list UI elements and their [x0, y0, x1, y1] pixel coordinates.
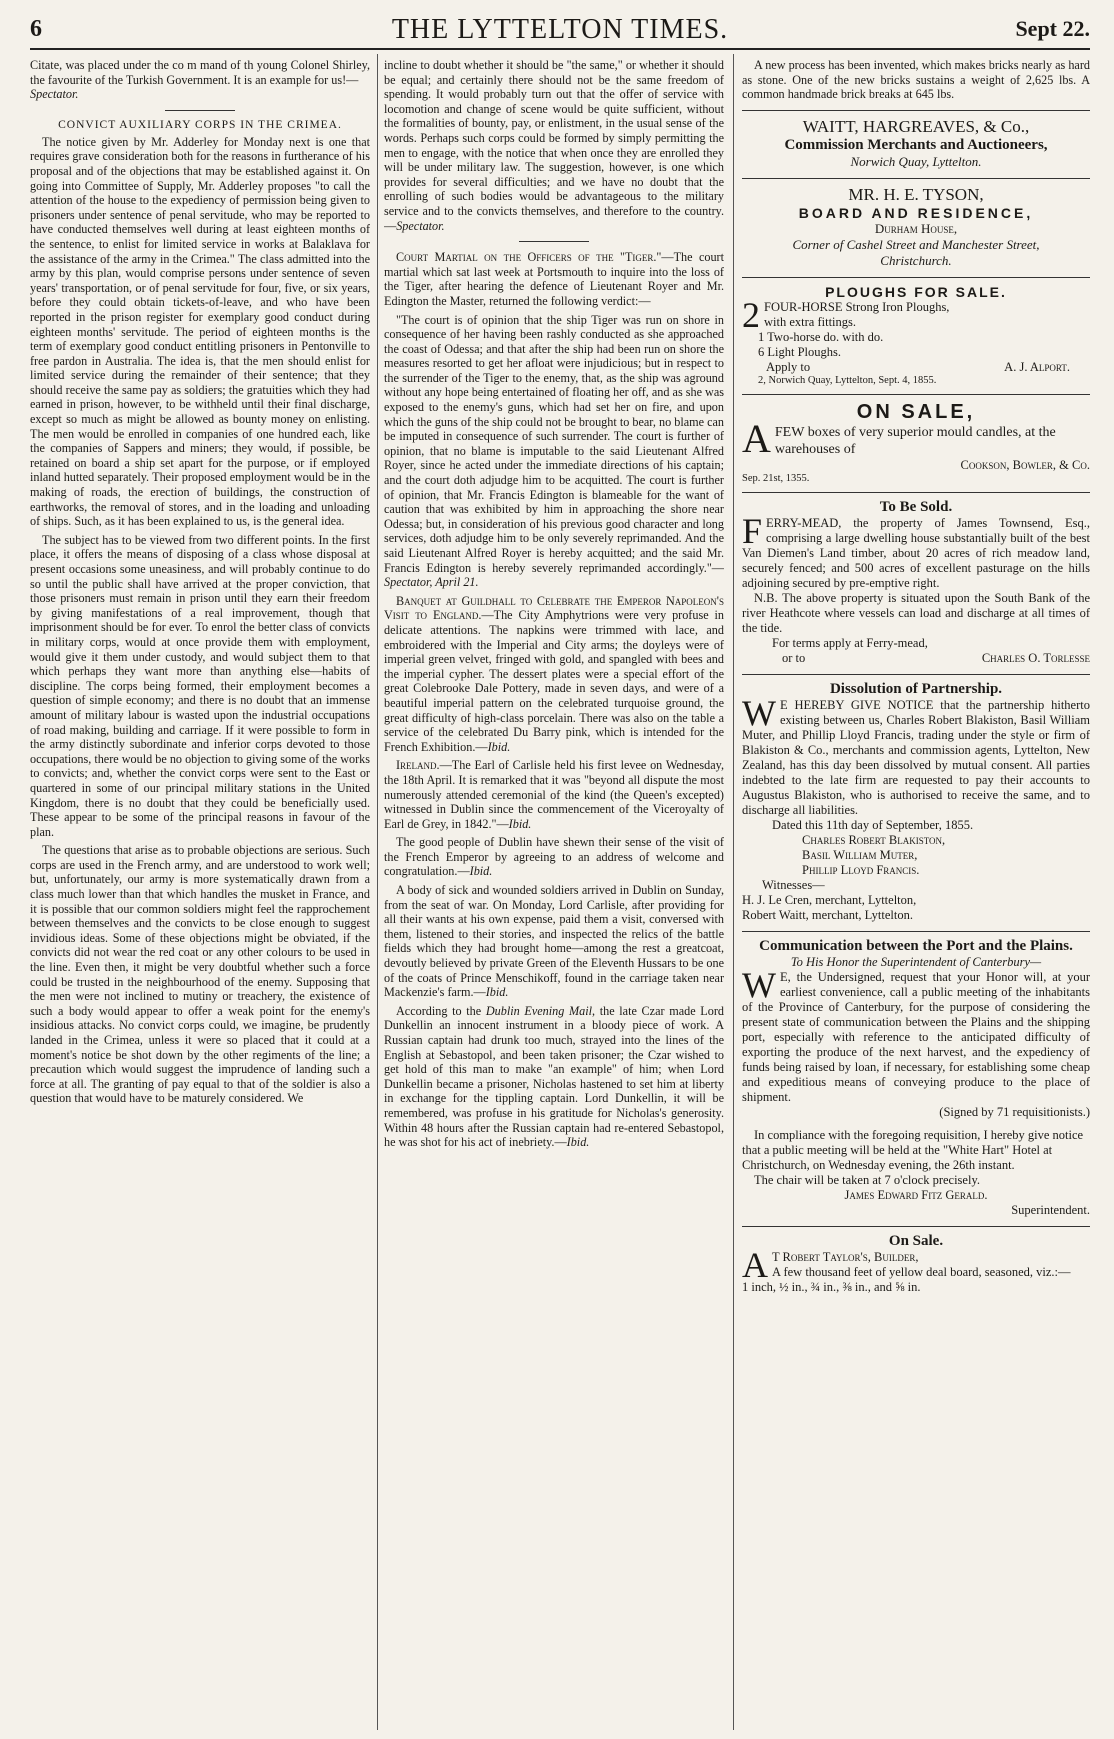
ad-to-be-sold: To Be Sold. FERRY-MEAD, the property of James Townsend, Esq., comprising a large dwelling house substantially built of the best Van Diemen's Land timber, about 20 acres of rich meadow land, securely fenced; and 500 acres of excellent pasturage on the hills adjoining secured by pre-emptive right. N.B. The above property is situated upon the South Bank of the river Heathcote where vessels can load and discharge at all times of the tide. For terms apply at Ferry-mead, or to Charles O. Torlesse [742, 493, 1090, 675]
tiger-paragraph: Court Martial on the Officers of the "Tiger."—The court martial which sat last week at Portsmouth to inquire into the loss of the Tiger, after hearing the defence of Lieutenant Royer and Mr. Edington the Master, returned the following verdict:— [384, 250, 724, 308]
column-1 [30, 58, 370, 1728]
article-paragraph: incline to doubt whether it should be "the same," or whether it should be equal; and certainly there should not be the same freedom of spending. It would probably turn out that the offer of service with locomotion and change of scene would be quite sufficient, without the formalities of bounty, pay, or enlistment, in the usual sense of the words. Perhaps such corps could be formed by simply permitting the men to engage, with the notice that when once they are enrolled they will be under military law. The suggestion, however, is one which provides for several difficulties; and we have no doubt that the enrolling of such bodies would be advantageous to the military service and to the convicts themselves, and therefore to the country.—Spectator. [384, 58, 724, 233]
ad-address: Corner of Cashel Street and Manchester Street, [792, 236, 1040, 252]
ad-title: ON SALE, [856, 400, 976, 423]
ad-address: Norwich Quay, Lyttelton. [850, 153, 982, 169]
ad-house: Durham House, [874, 220, 958, 236]
ad-ploughs: PLOUGHS FOR SALE. 2 FOUR-HORSE Strong Iron Ploughs, with extra fittings. 1 Two-horse do. with do. 6 Light Ploughs. Apply to A. J. Alport. 2, Norwich Quay, Lyttelton, Sept. 4, 1855. [742, 278, 1090, 395]
ad-tyson [742, 179, 1090, 278]
ad-title: On Sale. [888, 1232, 944, 1249]
czar-paragraph: According to the Dublin Evening Mail, the late Czar made Lord Dunkellin an innocent instrument in a bloody piece of work. A Russian captain had drunk too much, strayed into the lines of the English at Sebastopol, and been taken prisoner; the Czar wished to get hold of this man to make "an example" of him; when Lord Dunkellin became a prisoner, Nicholas hastened to set him at liberty in exchange for the tippling captain. Lord Dunkellin, it will be remembered, was profuse in his gratitude for Nicholas's generosity. Within 48 hours after the Russian captain had re-entered Sebastopol, he was shot for his act of inebriety.—Ibid. [384, 1003, 724, 1150]
ad-title: To Be Sold. [879, 498, 953, 515]
ad-dissolution: Dissolution of Partnership. W E HEREBY GIVE NOTICE that the partnership hitherto existing between us, Charles Robert Blakiston, Basil William Muter, and Phillip Lloyd Francis, trading under the style or firm of Blakiston & Co., merchants and commission agents, Lyttelton, New Zealand, has this day been dissolved by mutual consent. All parties indebted to the late firm are requested to pay their accounts to Augustus Blakiston, who is authorised to receive the same, and to discharge all liabilities. Dated this 11th day of September, 1855. Charles Robert Blakiston, Basil William Muter, Phillip Lloyd Francis. Witnesses— H. J. Le Cren, merchant, Lyttelton, Robert Waitt, merchant, Lyttelton. [742, 675, 1090, 932]
column-2 [384, 58, 724, 1728]
column-rule [377, 54, 378, 1730]
article-paragraph: The notice given by Mr. Adderley for Monday next is one that requires grave consideration both for the reasons in furtherance of his proposal and of the objections that may be established against it. On going into Committee of Supply, Mr. Adderley proposes "to call the attention of the house to the expediency of permission being given to prisoners under sentence of penal servitude, who may be reported to have conducted themselves well during at least eighteen months of the sentence, to enlist for limited service in works at Balaklava for the assistance of the army in the Crimea." The class admitted into the army by this plan, would comprise persons under sentence of seven years' transportation, or of penal servitude for four, five, or six years, before they could obtain tickets-of-leave, and who have been reported in the prison register for exemplary good conduct during eighteen months' servitude. The period of eighteen months is the term of exemplary good conduct entitling prisoners in Pentonville to free pardon in Australia. The idea is, that the men should enlist for limited service during the remainder of their sentence; that they should receive the same pay as soldiers; the gratuities which they had earned in prison, however, to be withheld until their final discharge, except so much as might be allowed as bounty money on enlisting. The men would be enrolled in companies of one hundred each, like the companies of Sappers and miners; they would, if possible, be retained on board a ship set apart for the purpose, or if employed inland hutted separately. Their proposed employment would be in the making of roads, the erection of buildings, the construction of earthworks, the removal of stores, and in the loading and unloading of ships. Such, as it has been explained to us, is the general idea. [30, 134, 370, 529]
masthead [30, 14, 1090, 50]
ad-title: PLOUGHS FOR SALE. [825, 283, 1007, 300]
ad-subtitle: Commission Merchants and Auctioneers, [784, 136, 1048, 153]
issue-date: Sept 22. [1015, 16, 1090, 41]
ad-onsale-board: On Sale. A T Robert Taylor's, Builder, A few thousand feet of yellow deal board, seasoned, viz.:— 1 inch, ½ in., ¾ in., ⅜ in., and ⅝ in. [742, 1227, 1090, 1295]
divider [519, 241, 589, 242]
article-paragraph: The questions that arise as to probable objections are serious. Such corps are used in the French army, and are understood to work well; but, unfortunately, our army is more systematically drawn from a class much lower than that which handles the musket in France, and it is possible that our common soldiers might feel the rapprochement between themselves and the convicts to be close enough to suggest invidious ideas. Some of these objections might be obviated, if the convicts did not wear the red coat or any other colours to be used in the line. Even then, it might be very doubtful whether such a force could be trusted in the neighbourhood of the enemy. Supposing that the men were not inclined to mutiny or treachery, the existence of such a body would appear to offer a weak point for the enemy's insidious attacks. No convict corps could, we imagine, be prudently landed in the Crimea, unless it were so placed that it could at a moment's notice be shot down by the other regiments of the line; a precaution which would suggest the imprudence of landing such a force at all. The granting of pay equal to that of the soldier is also a question that would have to be maturely considered. We [30, 843, 370, 1106]
dublin-paragraph: The good people of Dublin have shewn their sense of the visit of the French Emperor by agreeing to an address of welcome and congratulation.—Ibid. [384, 835, 724, 879]
ad-title: WAITT, HARGREAVES, & Co., [802, 116, 1030, 136]
tiger-verdict: "The court is of opinion that the ship Tiger was run on shore in consequence of her having been rashly conducted as she approached the coast of Odessa; and that after the ship had been run on shore the measures resorted to get her afloat were injudicious; but in respect to the surrender of the Tiger to the enemy, that, as the ship was aground without any hope being entertained of floating her off, and as she was exposed to the enemy's guns, which had set her on fire, and upon which the guns of the ship could not be brought to bear, no blame can be imputed in consequence of such surrender. The court is further of opinion, that no blame is imputable to the said Lieutenant Alfred Royer, since he acted under the immediate directions of his captain; and the court doth adjudge him to be acquitted. The court is further of opinion, that Mr. Francis Edington is blameable for the want of caution that was exhibited by him in approaching the shore near Odessa; but, in consideration of his previous good character and long services, doth adjudge him to be only severely reprimanded. And the said Lieutenant Alfred Royer is hereby acquitted; and the said Mr. Francis Edington is hereby severely reprimanded accordingly."—Spectator, April 21. [384, 312, 724, 590]
soldiers-paragraph: A body of sick and wounded soldiers arrived in Dublin on Sunday, from the seat of war. On Monday, Lord Carlisle, after providing for all their wants at his own expense, paid them a visit, conversed with them, listened to their stories, and inspected the relics of the battle fields which they had brought home—among the rest a greatcoat, devoutly believed by private Green of the Eleventh Hussars to be one of the coats of Prince Menschikoff, found in the carriage taken near Mackenzie's farm.—Ibid. [384, 883, 724, 1000]
brick-paragraph: A new process has been invented, which makes bricks nearly as hard as stone. One of the new bricks sustains a weight of 2,625 lbs. A common handmade brick breaks at 645 lbs. [742, 58, 1090, 111]
ad-subtitle: BOARD AND RESIDENCE, [798, 204, 1034, 221]
column-3 [742, 58, 1090, 1728]
ad-address: Christchurch. [880, 252, 952, 268]
ad-title: Communication between the Port and the Plains. [759, 937, 1073, 954]
article-paragraph: The subject has to be viewed from two different points. In the first place, it offers the means of disposing of a class whose disposal at present occasions some uneasiness, and will probably continue to do so until the public shall have arrived at the proper conviction, that those prisoners must remain in prison until they earn their freedom by giving manifestations of a real improvement, though that imprisonment should be for ever. To enrol the better class of convicts in military corps, would at once provide them with employment, would give it them under custody, and would subject them to that which perhaps they want more than anything else—habits of discipline. The corps being formed, their employment becomes a question of simple economy; and there is no doubt that an immense amount of military labour is wasted upon the industrial occupations of road making, building and carriage. If it were possible to form in the army distinctly subordinate and inferior corps devoted to those occupations, there would be no objection to giving some of the works to convicts; and, whether the convict corps were sent to the East or quartered in some of our principal military stations in the United Kingdom, there is no doubt that they could be beneficially used. These appear to be some of the principal reasons in favour of the plan. [30, 532, 370, 839]
page-number: 6 [30, 16, 42, 42]
convict-heading: CONVICT AUXILIARY CORPS IN THE CRIMEA. [58, 118, 342, 131]
ad-waitt [742, 111, 1090, 179]
ireland-paragraph: Ireland.—The Earl of Carlisle held his first levee on Wednesday, the 18th April. It is remarked that it was "beyond all dispute the most numerously attended ceremonial of the kind (the Queen's excepted) witnessed in Dublin since the commencement of the Viceroyalty of Earl de Grey, in 1842."—Ibid. [384, 758, 724, 831]
column-rule [733, 54, 734, 1730]
banquet-paragraph: Banquet at Guildhall to Celebrate the Emperor Napoleon's Visit to England.—The City Amphytrions were very profuse in delicate attentions. The napkins were trimmed with lace, and embroidered with the Imperial and City arms; the doyleys were of imperial green velvet, fringed with gold, and spangled with bees and the imperial cypher. The dessert plates were a special effort of the great Colebrooke Dale Pottery, made in seven days, and were of a beautiful imperial pattern on the celebrated turquoise ground, the great difficulty of high-class porcelain. There was also on the table a service of the celebrated Du Barry pink, which is intended for the French Exhibition.—Ibid. [384, 593, 724, 754]
ad-title: Dissolution of Partnership. [829, 680, 1003, 697]
intro-paragraph: Citate, was placed under the co m mand of th young Colonel Shirley, the favourite of the Turkish Government. It is an example for us!— Spectator. [30, 58, 370, 102]
divider [165, 110, 235, 111]
newspaper-title: THE LYTTELTON TIMES. [391, 14, 729, 45]
ad-title: MR. H. E. TYSON, [848, 184, 984, 204]
ad-onsale-candles: ON SALE, AFEW boxes of very superior mould candles, at the warehouses of Cookson, Bowler, & Co. Sep. 21st, 1355. [742, 395, 1090, 493]
ad-communication: Communication between the Port and the Plains. To His Honor the Superintendent of Canterbury— W E, the Undersigned, request that your Honor will, at your earliest convenience, call a public meeting of the inhabitants of the Province of Canterbury, for the purpose of considering the present state of communication between the Plains and the shipping port, especially with reference to the anticipated difficulty of exporting the produce of the next harvest, and the expediency of funds being raised by loan, if necessary, for establishing some cheap and expeditious means of conveying produce to the place of shipment. (Signed by 71 requisitionists.) In compliance with the foregoing requisition, I hereby give notice that a public meeting will be held at the "White Hart" Hotel at Christchurch, on Wednesday evening, the 26th instant. The chair will be taken at 7 o'clock precisely. James Edward Fitz Gerald. Superintendent. [742, 932, 1090, 1227]
